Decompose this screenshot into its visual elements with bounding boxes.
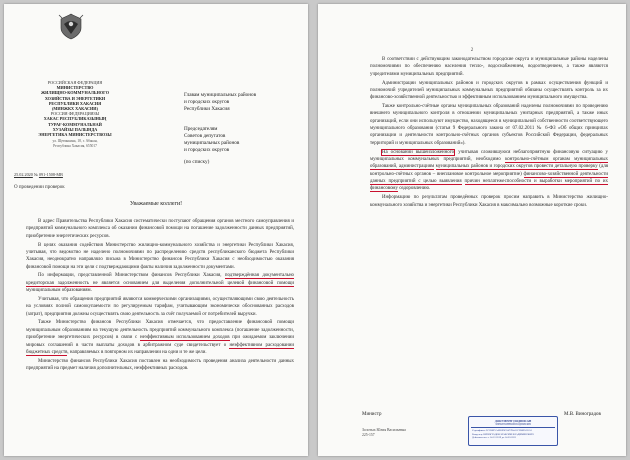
electronic-signature-stamp <box>468 416 558 446</box>
registration-date: 25.02.2020 <box>14 172 33 177</box>
letter-body-page-1 <box>26 218 294 372</box>
coat-of-arms-icon <box>58 12 84 40</box>
org-line: ХУЗАЙЗЫ ПАЛЫНДА <box>52 126 98 132</box>
org-line: ТУРАҒ-КОММУНАЛЬНАЙ <box>48 121 102 127</box>
org-line: РОССИЯ ФЕДЕРАЦИЯЗЫ <box>50 111 100 117</box>
text-run: муниципальным образованиям. <box>26 288 92 294</box>
org-line: (МИНЖКХ ХАКАСИИ) <box>52 106 98 112</box>
org-line: ЖИЛИЩНО-КОММУНАЛЬНОГО <box>41 90 109 96</box>
text-run: оздоровлению. <box>397 186 431 192</box>
recipient-line: Советов депутатов <box>184 133 226 139</box>
stamp-row: Действителен: с 14.12.2019 до 14.03.2021 <box>472 436 517 440</box>
boxed-text: На основании вышеизложенного <box>382 149 455 155</box>
stamp-title: ДОКУМЕНТ ПОДПИСАН <box>494 419 532 423</box>
paragraph: Министерство финансов Республики Хакасия поставлен на необходимость проведения анализа деятельности данных предприятий на предмет наличия дополнительных, неэффективных расходов. <box>26 358 294 372</box>
sender-organization-block <box>10 80 140 148</box>
text-run: при ожидаемом заключении мировых соглашений в части выплаты доходов в арбитражном суде свидетельствует о <box>26 335 294 348</box>
paragraph: В целях оказания содействия Министерство жилищно-коммунального хозяйства и энергетики Республики Хакасия, учитывая, что ведомство не наделено полномочиями по распределению средств республиканского бюджета Республики Хакасия, неоднократно направляло письма в Министерство финансов Республики Хакасия с необходимостью оказания финансовой помощи на эти цели с подтверждающими факты наличия задолженности документами. <box>26 242 294 270</box>
recipient-line: и городских округов <box>184 147 230 153</box>
text-run: По информации, представленной Министерством финансов Республики Хакасия, <box>38 273 225 279</box>
registration-no-prefix: № <box>33 172 38 177</box>
highlighted-text: неэффективном расходовании бюджетных средств <box>26 342 294 355</box>
executor-name: Золотых Юлия Васильевна <box>362 428 406 432</box>
paragraph <box>370 149 608 193</box>
executor-phone: 225-157 <box>362 433 375 437</box>
executor-block <box>362 428 406 438</box>
page-number: 2 <box>470 48 474 53</box>
letter-page-2 <box>318 4 626 456</box>
recipient-line: муниципальных районов <box>184 140 240 146</box>
paragraph: Также контрольно-счётные органы муниципальных образований наделены полномочиями по проведению внешнего муниципального контроля в отношении муниципальных унитарных предприятий, а также иных организаций, если они используют имущество, находящееся в муниципальной собственности соответствующего муниципального образования (статья 9 Федерального закона от 07.02.2011 № 6-ФЗ «Об общих принципах организации и деятельности контрольно-счётных органов субъектов Российской Федерации, федеральных территорий и муниципальных образований»). <box>370 104 608 146</box>
recipient-line: Главам муниципальных районов <box>184 92 257 98</box>
org-line: ХОЗЯЙСТВА И ЭНЕРГЕТИКИ <box>44 95 106 101</box>
text-run: , направляемых в повторном их направлении на одни и те же цели. <box>67 349 207 355</box>
signer-name: М.В. Виноградов <box>564 412 601 417</box>
highlighted-text: причин неплатежеспособности и выработки мероприятий по их финансовому <box>370 179 608 192</box>
registration-number: 091-1508-МВ <box>38 172 63 177</box>
highlighted-text: подтверждённая документально кредиторская задолженность не является основанием для выделения дополнительной целевой финансовой помощи <box>26 273 295 286</box>
text-run: Также Министерство финансов Республики Хакасия отмечается, что предоставление финансовой помощи муниципальным образованиям на текущую деятельность предприятий коммунального комплекса (погашение задолженности, приобретение энергетических ресурсов) в связи с <box>26 320 294 341</box>
org-line: ХАКАС РЕСПУБЛИКАЗЫНЫҢ <box>43 116 107 122</box>
text-run: (для контрольно-счётных органов – внеплановое контрольное мероприятие) <box>370 164 609 177</box>
recipient-line: и городских округов <box>184 99 230 105</box>
paragraph <box>26 272 294 294</box>
paragraph: Администрации муниципальных районов и городских округов в рамках осуществления функций и полномочий учредителей муниципальных коммунальных предприятий обязаны осуществлять контроль за их финансово-хозяйственной деятельностью и эффективным использованием муниципального имущества. <box>370 80 608 101</box>
signer-title: Министр <box>362 412 382 417</box>
letter-subject: О проведении проверок <box>14 185 65 190</box>
highlighted-text: финансово-хозяйственной деятельности данных предприятий с целью выявления <box>370 171 609 184</box>
org-line: РОССИЙСКАЯ ФЕДЕРАЦИЯ <box>47 80 103 85</box>
stamp-subtitle: ЭЛЕКТРОННОЙ ПОДПИСЬЮ <box>495 423 531 426</box>
org-line: МИНИСТЕРСТВО <box>56 85 94 91</box>
sender-address: ул. Щетинкина, 18, г. Абакан, Республика Хакасия, 655017 <box>52 139 98 148</box>
org-line: РЕСПУБЛИКИ ХАКАСИЯ <box>48 100 102 106</box>
recipient-list-note: (по списку) <box>184 159 210 165</box>
registration-line <box>14 172 138 178</box>
text-run: , учитывая сложившуюся неблагоприятную финансовую ситуацию у муниципальных коммунальных предприятий, необходимо <box>370 149 608 162</box>
org-line: ЭНЕРГЕТИКА МИНИСТЕРСТВОЗЫ <box>38 132 112 138</box>
paragraph: В адрес Правительства Республики Хакасия систематически поступают обращения органов местного самоуправления и предприятий коммунального комплекса об оказании финансовой помощи на погашение задолженности данных предприятий, приобретение энергетических ресурсов. <box>26 219 294 239</box>
letter-page-1 <box>4 4 308 456</box>
highlighted-text: неэффективным использованием доходов <box>139 335 230 341</box>
paragraph <box>26 319 294 356</box>
letter-body-page-2 <box>370 56 608 209</box>
greeting: Уважаемые коллеги! <box>129 201 183 207</box>
recipient-line: Председателям <box>184 126 218 132</box>
highlighted-text: муниципальных районов и городских округов провести детальную проверку <box>435 164 598 170</box>
recipient-block <box>184 92 304 166</box>
stamp-row: Владелец: ВИНОГРАДОВ МАКСИМ ВЛАДИМИРОВИЧ <box>472 432 534 436</box>
stamp-row: Сертификат: 2C1D8F5A6B3E9C0477D4A1F2B8E5C6A3 <box>472 429 532 432</box>
highlighted-text: контрольно-счётным органам муниципальных образований, администрациям <box>370 156 609 170</box>
paragraph: Информацию по результатам проведённых проверок просим направить в Министерство жилищно-коммунального хозяйства и энергетики Республики Хакасия в максимально возможные короткие сроки. <box>370 195 608 208</box>
recipient-line: Республики Хакасия <box>184 106 230 112</box>
paragraph: В соответствии с действующим законодательством городские округа и муниципальные районы наделены полномочиями по обеспечению населения тепло-, водоснабжением, водоотведением, а также являются учредителями муниципальных предприятий. <box>370 57 608 77</box>
paragraph: Учитывая, что обращения предприятий являются коммерческими организациями, осуществляющими свою деятельность на условиях полной самоокупаемости по регулируемым тарифам, учитывающим экономически обоснованных расходов (затрат), предприятия должны осуществлять свою деятельность за счёт получаемой от потребителей выручки. <box>26 296 294 317</box>
